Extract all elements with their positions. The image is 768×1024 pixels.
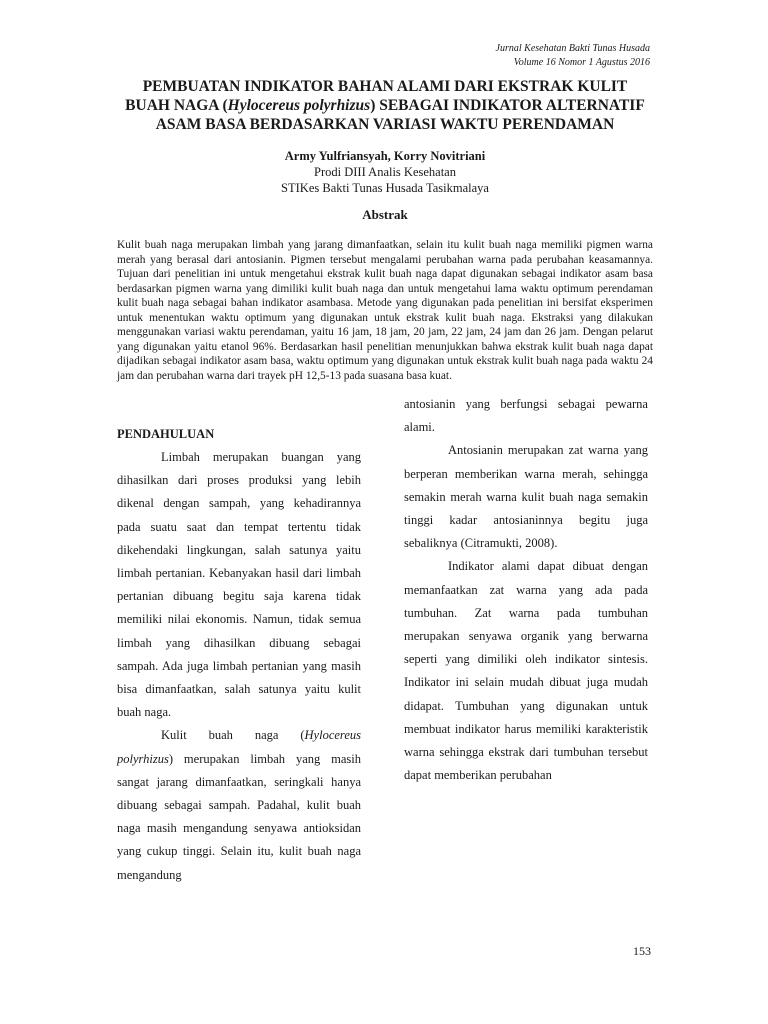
title-line-2-post: ) SEBAGAI INDIKATOR ALTERNATIF bbox=[370, 97, 645, 114]
intro-paragraph-2-post: ) merupakan limbah yang masih sangat jarang dimanfaatkan, seringkali hanya dibuang sebagai sampah. Padahal, kulit buah naga masih mengandung senyawa antioksidan yang cukup tinggi. Selain itu, kulit buah naga mengandung bbox=[117, 751, 361, 882]
intro-paragraph-4: Indikator alami dapat dibuat dengan memanfaatkan zat warna yang ada pada tumbuhan. Zat warna pada tumbuhan merupakan senyawa organik yang berwarna seperti yang dimiliki oleh indikator sintesis. Indikator ini selain mudah dibuat juga mudah didapat. Tumbuhan yang digunakan untuk membuat indikator harus memiliki karakteristik warna sehingga ekstrak dari tumbuhan tersebut dapat memberikan perubahan bbox=[404, 559, 648, 783]
intro-species-name: Hylocereus polyrhizus bbox=[117, 728, 361, 766]
intro-paragraph-2-continued: antosianin yang berfungsi sebagai pewarna alami. bbox=[404, 397, 648, 435]
journal-volume: Volume 16 Nomor 1 Agustus 2016 bbox=[513, 57, 650, 68]
title-line-1: PEMBUATAN INDIKATOR BAHAN ALAMI DARI EKSTRAK KULIT bbox=[142, 78, 628, 95]
journal-name: Jurnal Kesehatan Bakti Tunas Husada bbox=[495, 43, 650, 54]
title-line-2-pre: BUAH NAGA ( bbox=[125, 97, 228, 114]
title-line-3: ASAM BASA BERDASARKAN VARIASI WAKTU PERENDAMAN bbox=[155, 116, 615, 133]
journal-header bbox=[496, 42, 650, 70]
author-names: Army Yulfriansyah, Korry Novitriani bbox=[284, 149, 486, 163]
intro-paragraph-2-pre: Kulit buah naga ( bbox=[161, 728, 305, 743]
paper-title bbox=[100, 77, 670, 134]
abstract-heading: Abstrak bbox=[362, 207, 408, 222]
intro-paragraph-2 bbox=[117, 724, 361, 886]
left-column bbox=[117, 423, 361, 887]
page-number: 153 bbox=[633, 944, 651, 958]
author-block bbox=[100, 148, 670, 196]
right-column bbox=[404, 393, 648, 787]
affiliation-program: Prodi DIII Analis Kesehatan bbox=[314, 165, 456, 179]
abstract-text: Kulit buah naga merupakan limbah yang jarang dimanfaatkan, selain itu kulit buah naga memiliki pigmen warna merah yang berasal dari antosianin. Pigmen tersebut mengalami perubahan warna pada perubahan keasamannya. Tujuan dari penelitian ini untuk mengetahui ekstrak kulit buah naga dapat digunakan sebagai indikator asam basa berdasarkan pigmen warna yang dimiliki kulit buah naga dan untuk mengetahui lama waktu optimum perendaman kulit buah naga sebagai bahan indikator asambasa. Metode yang digunakan pada penelitian ini bersifat eksperimen untuk menentukan waktu optimum yang digunakan untuk ekstrak kulit buah naga. Ekstraksi yang dilakukan menggunakan variasi waktu perendaman, yaitu 16 jam, 18 jam, 20 jam, 22 jam, 24 jam dan 26 jam. Dengan pelarut yang digunakan yaitu etanol 96%. Berdasarkan hasil penelitian menunjukkan bahwa ekstrak kulit buah naga dapat dijadikan sebagai indikator asam basa, waktu optimum yang digunakan untuk ekstrak kulit buah naga pada waktu 24 jam dan perubahan warna dari trayek pH 12,5-13 pada suasana basa kuat. bbox=[117, 239, 653, 382]
intro-paragraph-1: Limbah merupakan buangan yang dihasilkan dari proses produksi yang lebih dikenal dengan sampah, yang kehadirannya pada suatu saat dan tempat tertentu tidak dikehendaki lingkungan, salah satunya yaitu limbah pertanian. Kebanyakan hasil dari limbah pertanian dibuang begitu saja karena tidak memiliki nilai ekonomis. Namun, tidak semua limbah yang dihasilkan dibuang sebagai sampah. Ada juga limbah pertanian yang masih bisa dimanfaatkan, salah satunya yaitu kulit buah naga. bbox=[117, 450, 361, 720]
title-species-name: Hylocereus polyrhizus bbox=[227, 97, 371, 114]
section-heading-pendahuluan: PENDAHULUAN bbox=[117, 427, 215, 441]
intro-paragraph-3: Antosianin merupakan zat warna yang berperan memberikan warna merah, sehingga semakin merah warna kulit buah naga semakin tinggi kadar antosianinnya begitu juga sebaliknya (Citramukti, 2008). bbox=[404, 443, 648, 551]
affiliation-institution: STIKes Bakti Tunas Husada Tasikmalaya bbox=[281, 181, 489, 195]
